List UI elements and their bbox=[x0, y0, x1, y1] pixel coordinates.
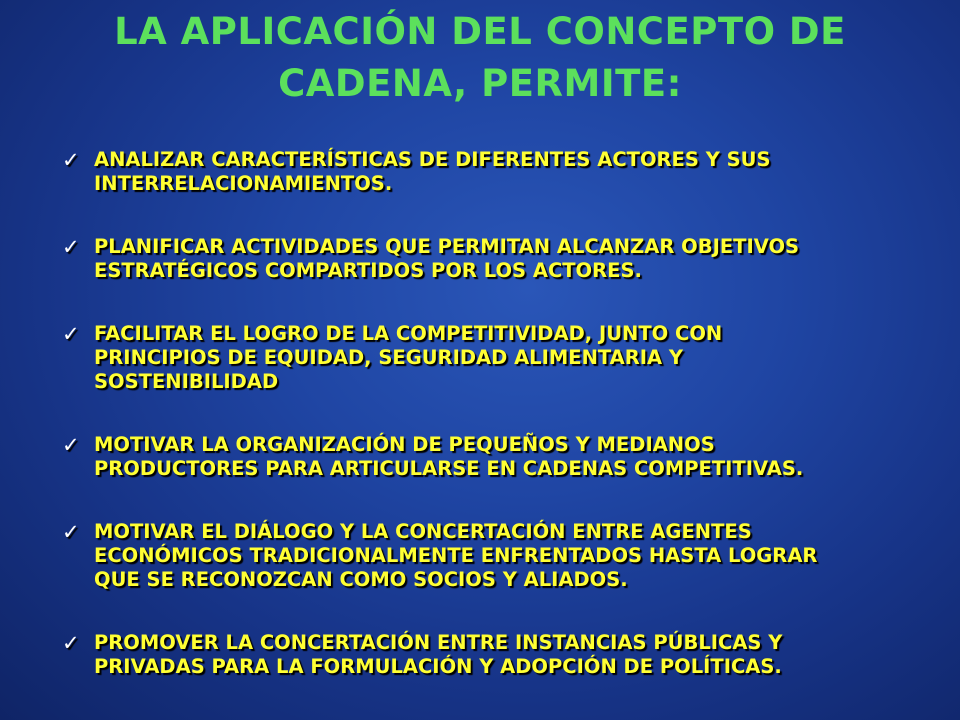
bullet-line: MOTIVAR LA ORGANIZACIÓN DE PEQUEÑOS Y MEDIANOS bbox=[94, 433, 715, 456]
bullet-line: QUE SE RECONOZCAN COMO SOCIOS Y ALIADOS. bbox=[94, 568, 628, 591]
check-icon: ✓ bbox=[62, 235, 80, 259]
bullet-line: MOTIVAR EL DIÁLOGO Y LA CONCERTACIÓN ENTRE AGENTES bbox=[94, 520, 752, 543]
check-icon: ✓ bbox=[62, 631, 80, 655]
bullet-line: ECONÓMICOS TRADICIONALMENTE ENFRENTADOS HASTA LOGRAR bbox=[94, 544, 818, 567]
slide-title bbox=[40, 6, 920, 110]
title-line-1: LA APLICACIÓN DEL CONCEPTO DE bbox=[114, 10, 846, 53]
title-line-2: CADENA, PERMITE: bbox=[278, 62, 682, 105]
bullet-line: INTERRELACIONAMIENTOS. bbox=[94, 172, 393, 195]
check-icon: ✓ bbox=[62, 520, 80, 544]
bullet-line: PRODUCTORES PARA ARTICULARSE EN CADENAS COMPETITIVAS. bbox=[94, 457, 804, 480]
bullet-item-analizar bbox=[62, 148, 912, 196]
bullet-line: PRINCIPIOS DE EQUIDAD, SEGURIDAD ALIMENTARIA Y bbox=[94, 346, 684, 369]
bullet-line: PRIVADAS PARA LA FORMULACIÓN Y ADOPCIÓN DE POLÍTICAS. bbox=[94, 655, 782, 678]
bullet-line: SOSTENIBILIDAD bbox=[94, 370, 279, 393]
bullet-item-motivar-dialogo bbox=[62, 520, 912, 592]
bullet-item-facilitar bbox=[62, 322, 912, 394]
bullet-item-motivar-organizacion bbox=[62, 433, 912, 481]
check-icon: ✓ bbox=[62, 433, 80, 457]
bullet-line: PLANIFICAR ACTIVIDADES QUE PERMITAN ALCANZAR OBJETIVOS bbox=[94, 235, 800, 258]
bullet-line: FACILITAR EL LOGRO DE LA COMPETITIVIDAD, JUNTO CON bbox=[94, 322, 723, 345]
bullet-line: PROMOVER LA CONCERTACIÓN ENTRE INSTANCIAS PÚBLICAS Y bbox=[94, 631, 783, 654]
bullet-item-planificar bbox=[62, 235, 912, 283]
bullet-item-promover bbox=[62, 631, 912, 679]
check-icon: ✓ bbox=[62, 148, 80, 172]
check-icon: ✓ bbox=[62, 322, 80, 346]
bullet-list bbox=[62, 148, 912, 718]
bullet-line: ESTRATÉGICOS COMPARTIDOS POR LOS ACTORES. bbox=[94, 259, 642, 282]
bullet-line: ANALIZAR CARACTERÍSTICAS DE DIFERENTES ACTORES Y SUS bbox=[94, 148, 771, 171]
